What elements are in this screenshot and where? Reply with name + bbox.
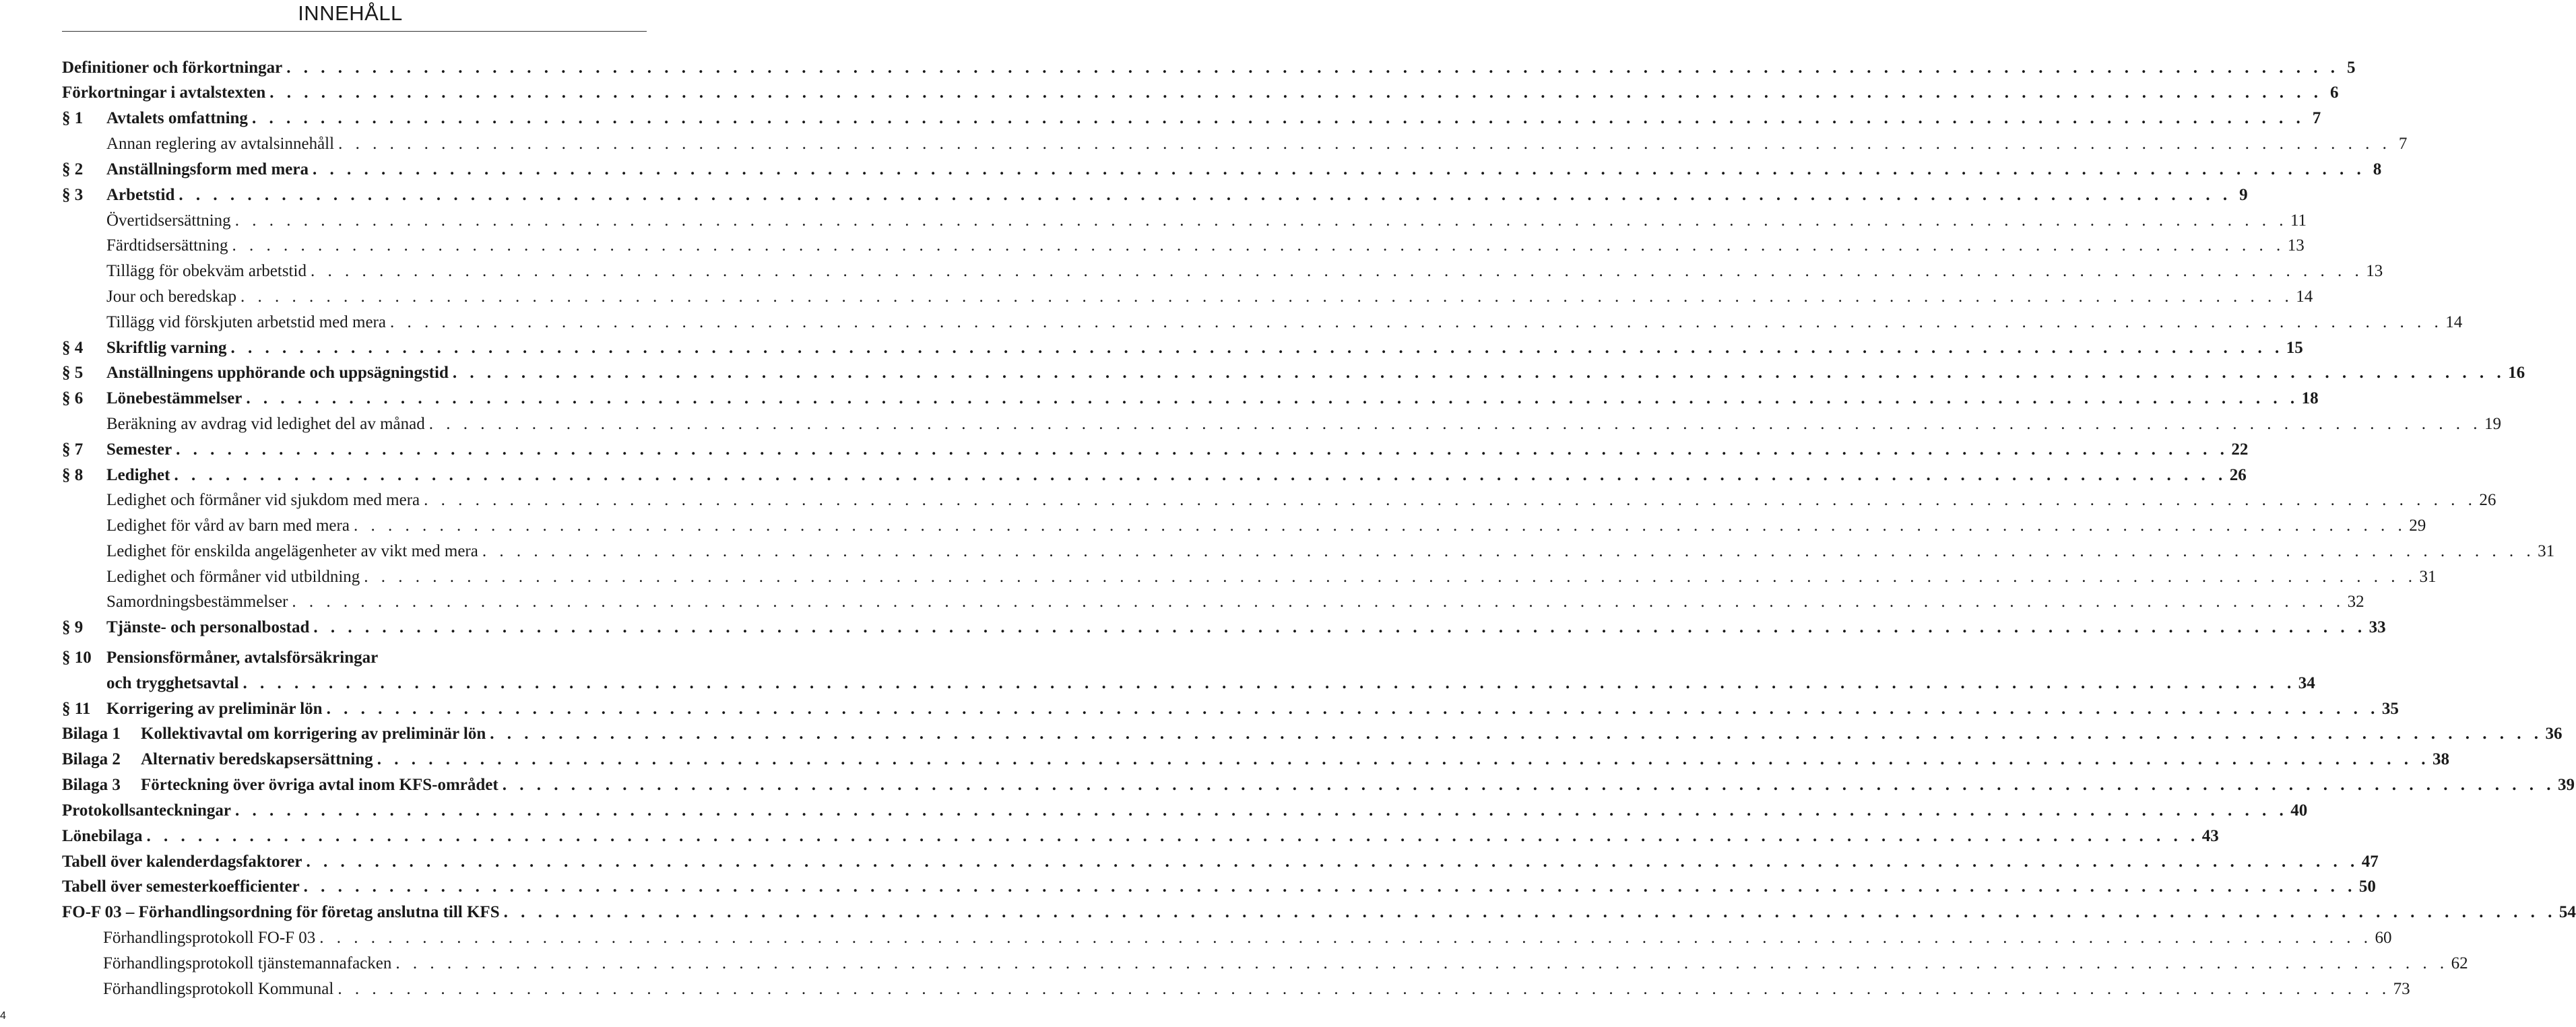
toc-section-number: § 6 [62, 389, 84, 407]
toc-page-number: 38 [2432, 750, 2449, 768]
toc-page-number: 47 [2361, 853, 2379, 871]
toc-entry-title: Lönebestämmelser [106, 389, 243, 407]
toc-entry-title: Lönebilaga [62, 827, 143, 845]
toc-page-number: 31 [2538, 542, 2555, 560]
toc-page-number: 35 [2381, 700, 2399, 718]
toc-page-number: 22 [2231, 440, 2249, 459]
dot-leader: . . . . . . . . . . . . . . . . . . . . . . . . . . . . . . . . . . . . . . . . . . . . . . . . . . . . . . . . . . . . . . . . . . . . . . . . . . . . . . . . . . . . . . . . . . . . . . . . . . . . . . . . . . . . . . . . . . . . . . . . [490, 725, 2543, 743]
toc-entry-title: Definitioner och förkortningar [62, 59, 283, 77]
dot-leader: . . . . . . . . . . . . . . . . . . . . . . . . . . . . . . . . . . . . . . . . . . . . . . . . . . . . . . . . . . . . . . . . . . . . . . . . . . . . . . . . . . . . . . . . . . . . . . . . . . . . . . . . . . . . . . . . . . . . . . . . [146, 827, 2199, 845]
dot-leader: . . . . . . . . . . . . . . . . . . . . . . . . . . . . . . . . . . . . . . . . . . . . . . . . . . . . . . . . . . . . . . . . . . . . . . . . . . . . . . . . . . . . . . . . . . . . . . . . . . . . . . . . . . . . . . . . . . . . . . . . [364, 568, 2417, 586]
toc-entry-title: Samordningsbestämmelser [106, 593, 288, 611]
toc-entry-label [62, 80, 2339, 106]
toc-entry-label [62, 874, 2376, 900]
toc-entry-title: Färdtidsersättning [106, 236, 228, 255]
toc-page-number: 26 [2479, 491, 2497, 509]
toc-entry-label [62, 55, 2356, 81]
toc-page-number: 29 [2409, 517, 2426, 535]
toc-entry-title: Avtalets omfattning [106, 109, 248, 127]
toc-entry[interactable] [62, 208, 2307, 234]
toc-page-number: 33 [2369, 618, 2386, 636]
toc-entry-title: Tillägg vid förskjuten arbetstid med mera [106, 313, 386, 331]
toc-entry-title: Korrigering av preliminär lön [106, 700, 323, 718]
page-number: 4 [0, 1010, 6, 1022]
toc-page-number: 16 [2508, 364, 2525, 382]
dot-leader: . . . . . . . . . . . . . . . . . . . . . . . . . . . . . . . . . . . . . . . . . . . . . . . . . . . . . . . . . . . . . . . . . . . . . . . . . . . . . . . . . . . . . . . . . . . . . . . . . . . . . . . . . . . . . . . . . . . . . . . . [232, 236, 2285, 255]
dot-leader: . . . . . . . . . . . . . . . . . . . . . . . . . . . . . . . . . . . . . . . . . . . . . . . . . . . . . . . . . . . . . . . . . . . . . . . . . . . . . . . . . . . . . . . . . . . . . . . . . . . . . . . . . . . . . . . . . . . . . . . . [174, 466, 2227, 484]
toc-section-number: § 10 [62, 649, 92, 667]
toc-entry[interactable] [62, 437, 2249, 463]
toc-entry[interactable] [62, 360, 2525, 386]
toc-entry-title: Anställningsform med mera [106, 160, 309, 178]
toc-section-number: § 1 [62, 109, 84, 127]
toc-entry-title: Övertidsersättning [106, 211, 231, 230]
toc-page-number: 14 [2296, 288, 2313, 306]
toc-page-number: 32 [2347, 593, 2364, 611]
toc-page-number: 13 [2287, 236, 2305, 255]
toc-entry[interactable] [62, 183, 2248, 208]
toc-entry[interactable] [62, 849, 2379, 875]
toc-section-number: Bilaga 1 [62, 725, 121, 743]
dot-leader: . . . . . . . . . . . . . . . . . . . . . . . . . . . . . . . . . . . . . . . . . . . . . . . . . . . . . . . . . . . . . . . . . . . . . . . . . . . . . . . . . . . . . . . . . . . . . . . . . . . . . . . . . . . . . . . . . . . . . . . . [502, 776, 2555, 794]
toc-page-number: 62 [2451, 954, 2468, 972]
toc-entry[interactable] [62, 951, 2468, 976]
toc-entry-label [106, 259, 2383, 284]
toc-entry-title: Protokollsanteckningar [62, 801, 231, 820]
toc-page-number: 43 [2201, 827, 2219, 845]
toc-entry-title: Ledighet och förmåner vid sjukdom med mera [106, 491, 420, 509]
toc-entry-title: Annan reglering av avtalsinnehåll [106, 135, 335, 153]
toc-entry-title: Förhandlingsprotokoll Kommunal [103, 980, 334, 998]
toc-section-number: § 7 [62, 440, 84, 459]
toc-entry[interactable] [62, 80, 2339, 106]
toc-entry-label [141, 747, 2449, 772]
dot-leader: . . . . . . . . . . . . . . . . . . . . . . . . . . . . . . . . . . . . . . . . . . . . . . . . . . . . . . . . . . . . . . . . . . . . . . . . . . . . . . . . . . . . . . . . . . . . . . . . . . . . . . . . . . . . . . . . . . . . . . . . [240, 288, 2294, 306]
toc-entry-title: Tabell över kalenderdagsfaktorer [62, 853, 302, 871]
toc-entry[interactable] [62, 615, 2386, 640]
dot-leader: . . . . . . . . . . . . . . . . . . . . . . . . . . . . . . . . . . . . . . . . . . . . . . . . . . . . . . . . . . . . . . . . . . . . . . . . . . . . . . . . . . . . . . . . . . . . . . . . . . . . . . . . . . . . . . . . . . . . . . . . [179, 186, 2232, 204]
toc-entry-title: Jour och beredskap [106, 288, 236, 306]
toc-entry-label [103, 976, 2410, 1002]
toc-entry[interactable] [62, 747, 2449, 772]
toc-section-number: Bilaga 3 [62, 776, 121, 794]
dot-leader: . . . . . . . . . . . . . . . . . . . . . . . . . . . . . . . . . . . . . . . . . . . . . . . . . . . . . . . . . . . . . . . . . . . . . . . . . . . . . . . . . . . . . . . . . . . . . . . . . . . . . . . . . . . . . . . . . . . . . . . . [428, 415, 2482, 433]
toc-entry[interactable] [62, 131, 2408, 157]
dot-leader: . . . . . . . . . . . . . . . . . . . . . . . . . . . . . . . . . . . . . . . . . . . . . . . . . . . . . . . . . . . . . . . . . . . . . . . . . . . . . . . . . . . . . . . . . . . . . . . . . . . . . . . . . . . . . . . . . . . . . . . . [251, 109, 2305, 127]
toc-entry[interactable] [62, 564, 2437, 590]
toc-entry[interactable] [62, 900, 2576, 925]
toc-entry-title: Kollektivavtal om korrigering av preliminär lön [141, 725, 486, 743]
toc-entry-label [106, 615, 2386, 640]
toc-entry[interactable] [62, 671, 2315, 696]
toc-entry-title: Skriftlig varning [106, 339, 227, 357]
toc-entry[interactable] [62, 157, 2382, 183]
toc-entry-label [106, 183, 2248, 208]
toc-entry-label [106, 335, 2303, 361]
toc-section-number: § 3 [62, 186, 84, 204]
toc-entry-label [106, 513, 2426, 539]
toc-entry[interactable] [62, 513, 2426, 539]
toc-entry[interactable] [62, 386, 2319, 411]
dot-leader: . . . . . . . . . . . . . . . . . . . . . . . . . . . . . . . . . . . . . . . . . . . . . . . . . . . . . . . . . . . . . . . . . . . . . . . . . . . . . . . . . . . . . . . . . . . . . . . . . . . . . . . . . . . . . . . . . . . . . . . . [312, 160, 2366, 178]
toc-entry-title: FO-F 03 – Förhandlingsordning för företag anslutna till KFS [62, 903, 500, 921]
toc-page-number: 7 [2312, 109, 2321, 127]
toc-entry-title: Alternativ beredskapsersättning [141, 750, 373, 768]
dot-leader: . . . . . . . . . . . . . . . . . . . . . . . . . . . . . . . . . . . . . . . . . . . . . . . . . . . . . . . . . . . . . . . . . . . . . . . . . . . . . . . . . . . . . . . . . . . . . . . . . . . . . . . . . . . . . . . . . . . . . . . . [310, 262, 2364, 280]
dot-leader: . . . . . . . . . . . . . . . . . . . . . . . . . . . . . . . . . . . . . . . . . . . . . . . . . . . . . . . . . . . . . . . . . . . . . . . . . . . . . . . . . . . . . . . . . . . . . . . . . . . . . . . . . . . . . . . . . . . . . . . . [389, 313, 2443, 331]
toc-page-number: 6 [2330, 84, 2339, 102]
toc-entry-label [106, 157, 2382, 183]
toc-section-number: § 8 [62, 466, 84, 484]
dot-leader: . . . . . . . . . . . . . . . . . . . . . . . . . . . . . . . . . . . . . . . . . . . . . . . . . . . . . . . . . . . . . . . . . . . . . . . . . . . . . . . . . . . . . . . . . . . . . . . . . . . . . . . . . . . . . . . . . . . . . . . . [452, 364, 2506, 382]
toc-entry[interactable] [62, 310, 2463, 335]
toc-entry[interactable] [62, 645, 644, 671]
toc-entry-title: Tabell över semesterkoefficienter [62, 877, 300, 896]
toc-section-number: § 5 [62, 364, 84, 382]
toc-entry[interactable] [62, 411, 2502, 437]
toc-page-number: 34 [2298, 674, 2315, 692]
dot-leader: . . . . . . . . . . . . . . . . . . . . . . . . . . . . . . . . . . . . . . . . . . . . . . . . . . . . . . . . . . . . . . . . . . . . . . . . . . . . . . . . . . . . . . . . . . . . . . . . . . . . . . . . . . . . . . . . . . . . . . . . [292, 593, 2345, 611]
toc-entry-title: Förhandlingsprotokoll FO-F 03 [103, 929, 316, 947]
toc-page-number: 36 [2545, 725, 2563, 743]
toc-entry[interactable] [62, 589, 2364, 615]
dot-leader: . . . . . . . . . . . . . . . . . . . . . . . . . . . . . . . . . . . . . . . . . . . . . . . . . . . . . . . . . . . . . . . . . . . . . . . . . . . . . . . . . . . . . . . . . . . . . . . . . . . . . . . . . . . . . . . . . . . . . . . . [313, 618, 2366, 636]
toc-entry-label [106, 233, 2305, 259]
toc-entry-title: Beräkning av avdrag vid ledighet del av månad [106, 415, 425, 433]
dot-leader: . . . . . . . . . . . . . . . . . . . . . . . . . . . . . . . . . . . . . . . . . . . . . . . . . . . . . . . . . . . . . . . . . . . . . . . . . . . . . . . . . . . . . . . . . . . . . . . . . . . . . . . . . . . . . . . . . . . . . . . . [424, 491, 2477, 509]
toc-entry[interactable] [62, 976, 2410, 1002]
toc-entry[interactable] [62, 874, 2376, 900]
toc-entry-label [106, 208, 2307, 234]
toc-entry-title: Tjänste- och personalbostad [106, 618, 310, 636]
toc-entry-title: Förkortningar i avtalstexten [62, 84, 266, 102]
toc-entry-title: Förhandlingsprotokoll tjänstemannafacken [103, 954, 392, 972]
toc-entry-title: Pensionsförmåner, avtalsförsäkringar [106, 649, 379, 667]
toc-entry[interactable] [62, 721, 2563, 747]
toc-page-number: 14 [2445, 313, 2463, 331]
toc-page-number: 73 [2393, 980, 2410, 998]
toc-section-number: § 4 [62, 339, 84, 357]
toc-section-number: Bilaga 2 [62, 750, 121, 768]
dot-leader: . . . . . . . . . . . . . . . . . . . . . . . . . . . . . . . . . . . . . . . . . . . . . . . . . . . . . . . . . . . . . . . . . . . . . . . . . . . . . . . . . . . . . . . . . . . . . . . . . . . . . . . . . . . . . . . . . . . . . . . . [246, 389, 2299, 407]
toc-page-number: 31 [2419, 568, 2437, 586]
toc-entry-label [106, 310, 2463, 335]
dot-leader: . . . . . . . . . . . . . . . . . . . . . . . . . . . . . . . . . . . . . . . . . . . . . . . . . . . . . . . . . . . . . . . . . . . . . . . . . . . . . . . . . . . . . . . . . . . . . . . . . . . . . . . . . . . . . . . . . . . . . . . . [234, 801, 2288, 820]
dot-leader: . . . . . . . . . . . . . . . . . . . . . . . . . . . . . . . . . . . . . . . . . . . . . . . . . . . . . . . . . . . . . . . . . . . . . . . . . . . . . . . . . . . . . . . . . . . . . . . . . . . . . . . . . . . . . . . . . . . . . . . . [377, 750, 2430, 768]
toc-page-number: 54 [2558, 903, 2576, 921]
toc-entry-title: Arbetstid [106, 186, 175, 204]
dot-leader: . . . . . . . . . . . . . . . . . . . . . . . . . . . . . . . . . . . . . . . . . . . . . . . . . . . . . . . . . . . . . . . . . . . . . . . . . . . . . . . . . . . . . . . . . . . . . . . . . . . . . . . . . . . . . . . . . . . . . . . . [230, 339, 2284, 357]
toc-entry-label [106, 386, 2319, 411]
toc-page-number: 13 [2366, 262, 2383, 280]
toc-entry[interactable] [62, 772, 2575, 798]
toc-entry-label [106, 463, 2247, 488]
dot-leader: . . . . . . . . . . . . . . . . . . . . . . . . . . . . . . . . . . . . . . . . . . . . . . . . . . . . . . . . . . . . . . . . . . . . . . . . . . . . . . . . . . . . . . . . . . . . . . . . . . . . . . . . . . . . . . . . . . . . . . . . [234, 211, 2288, 230]
toc-entry-label [106, 539, 2555, 564]
dot-leader: . . . . . . . . . . . . . . . . . . . . . . . . . . . . . . . . . . . . . . . . . . . . . . . . . . . . . . . . . . . . . . . . . . . . . . . . . . . . . . . . . . . . . . . . . . . . . . . . . . . . . . . . . . . . . . . . . . . . . . . . [306, 853, 2359, 871]
toc-page-number: 18 [2301, 389, 2319, 407]
toc-page-number: 19 [2484, 415, 2502, 433]
toc-entry-label [141, 721, 2563, 747]
toc-entry[interactable] [62, 824, 2219, 849]
toc-section-number: § 2 [62, 160, 84, 178]
dot-leader: . . . . . . . . . . . . . . . . . . . . . . . . . . . . . . . . . . . . . . . . . . . . . . . . . . . . . . . . . . . . . . . . . . . . . . . . . . . . . . . . . . . . . . . . . . . . . . . . . . . . . . . . . . . . . . . . . . . . . . . . [269, 84, 2323, 102]
toc-entry[interactable] [62, 696, 2399, 722]
toc-entry[interactable] [62, 55, 2356, 81]
toc-entry-label [106, 564, 2437, 590]
toc-entry-label [62, 849, 2379, 875]
dot-leader: . . . . . . . . . . . . . . . . . . . . . . . . . . . . . . . . . . . . . . . . . . . . . . . . . . . . . . . . . . . . . . . . . . . . . . . . . . . . . . . . . . . . . . . . . . . . . . . . . . . . . . . . . . . . . . . . . . . . . . . . [243, 674, 2296, 692]
toc-entry-label [106, 284, 2313, 310]
toc-section-number: § 11 [62, 700, 91, 718]
toc-entry-label [62, 824, 2219, 849]
toc-entry-title: Tillägg för obekväm arbetstid [106, 262, 307, 280]
toc-entry-label [62, 900, 2576, 925]
toc-entry-title: Semester [106, 440, 172, 459]
toc-entry-label [103, 951, 2468, 976]
dot-leader: . . . . . . . . . . . . . . . . . . . . . . . . . . . . . . . . . . . . . . . . . . . . . . . . . . . . . . . . . . . . . . . . . . . . . . . . . . . . . . . . . . . . . . . . . . . . . . . . . . . . . . . . . . . . . . . . . . . . . . . . [286, 59, 2340, 77]
toc-page-number: 50 [2358, 877, 2376, 896]
toc-entry-title: Anställningens upphörande och uppsägningstid [106, 364, 449, 382]
dot-leader: . . . . . . . . . . . . . . . . . . . . . . . . . . . . . . . . . . . . . . . . . . . . . . . . . . . . . . . . . . . . . . . . . . . . . . . . . . . . . . . . . . . . . . . . . . . . . . . . . . . . . . . . . . . . . . . . . . . . . . . . [338, 135, 2391, 153]
dot-leader: . . . . . . . . . . . . . . . . . . . . . . . . . . . . . . . . . . . . . . . . . . . . . . . . . . . . . . . . . . . . . . . . . . . . . . . . . . . . . . . . . . . . . . . . . . . . . . . . . . . . . . . . . . . . . . . . . . . . . . . . [176, 440, 2229, 459]
toc-entry-title: och trygghetsavtal [106, 674, 239, 692]
toc-entry-label [106, 696, 2399, 722]
toc-page-number: 26 [2229, 466, 2247, 484]
toc-entry[interactable] [62, 259, 2383, 284]
toc-page-number: 9 [2239, 186, 2248, 204]
toc-page-number: 7 [2398, 135, 2408, 153]
toc-entry-label [106, 645, 644, 671]
dot-leader: . . . . . . . . . . . . . . . . . . . . . . . . . . . . . . . . . . . . . . . . . . . . . . . . . . . . . . . . . . . . . . . . . . . . . . . . . . . . . . . . . . . . . . . . . . . . . . . . . . . . . . . . . . . . . . . . . . . . . . . . [353, 517, 2407, 535]
toc-entry-title: Ledighet för enskilda angelägenheter av vikt med mera [106, 542, 478, 560]
toc-entry[interactable] [62, 284, 2313, 310]
toc-entry-label [103, 925, 2392, 951]
toc-entry-label [141, 772, 2575, 798]
page-title: INNEHÅLL [298, 1, 403, 25]
toc-page-number: 60 [2375, 929, 2392, 947]
toc-entry-title: Förteckning över övriga avtal inom KFS-området [141, 776, 498, 794]
title-rule [62, 31, 647, 32]
toc-entry-label [106, 589, 2364, 615]
dot-leader: . . . . . . . . . . . . . . . . . . . . . . . . . . . . . . . . . . . . . . . . . . . . . . . . . . . . . . . . . . . . . . . . . . . . . . . . . . . . . . . . . . . . . . . . . . . . . . . . . . . . . . . . . . . . . . . . . . . . . . . . [503, 903, 2556, 921]
toc-entry-label [106, 488, 2497, 513]
dot-leader: . . . . . . . . . . . . . . . . . . . . . . . . . . . . . . . . . . . . . . . . . . . . . . . . . . . . . . . . . . . . . . . . . . . . . . . . . . . . . . . . . . . . . . . . . . . . . . . . . . . . . . . . . . . . . . . . . . . . . . . . [482, 542, 2536, 560]
toc-entry[interactable] [62, 925, 2392, 951]
toc-entry-label [106, 411, 2502, 437]
toc-entry[interactable] [62, 488, 2497, 513]
toc-entry[interactable] [62, 539, 2555, 564]
toc-entry[interactable] [62, 106, 2321, 131]
dot-leader: . . . . . . . . . . . . . . . . . . . . . . . . . . . . . . . . . . . . . . . . . . . . . . . . . . . . . . . . . . . . . . . . . . . . . . . . . . . . . . . . . . . . . . . . . . . . . . . . . . . . . . . . . . . . . . . . . . . . . . . . [337, 980, 2391, 998]
dot-leader: . . . . . . . . . . . . . . . . . . . . . . . . . . . . . . . . . . . . . . . . . . . . . . . . . . . . . . . . . . . . . . . . . . . . . . . . . . . . . . . . . . . . . . . . . . . . . . . . . . . . . . . . . . . . . . . . . . . . . . . . [319, 929, 2373, 947]
toc-entry[interactable] [62, 233, 2305, 259]
toc-entry-label [106, 106, 2321, 131]
toc-page-number: 5 [2347, 59, 2356, 77]
toc-entry-label [62, 798, 2308, 824]
toc-page-number: 8 [2373, 160, 2382, 178]
toc-entry-label [106, 131, 2408, 157]
dot-leader: . . . . . . . . . . . . . . . . . . . . . . . . . . . . . . . . . . . . . . . . . . . . . . . . . . . . . . . . . . . . . . . . . . . . . . . . . . . . . . . . . . . . . . . . . . . . . . . . . . . . . . . . . . . . . . . . . . . . . . . . [326, 700, 2379, 718]
dot-leader: . . . . . . . . . . . . . . . . . . . . . . . . . . . . . . . . . . . . . . . . . . . . . . . . . . . . . . . . . . . . . . . . . . . . . . . . . . . . . . . . . . . . . . . . . . . . . . . . . . . . . . . . . . . . . . . . . . . . . . . . [303, 877, 2356, 896]
toc-entry[interactable] [62, 335, 2303, 361]
toc-entry-title: Ledighet och förmåner vid utbildning [106, 568, 360, 586]
toc-entry[interactable] [62, 798, 2308, 824]
toc-page-number: 11 [2290, 211, 2307, 230]
toc-page-number: 40 [2290, 801, 2308, 820]
toc-entry-label [106, 437, 2249, 463]
toc-page-number: 39 [2557, 776, 2575, 794]
toc-entry-label [106, 671, 2315, 696]
toc-section-number: § 9 [62, 618, 84, 636]
dot-leader: . . . . . . . . . . . . . . . . . . . . . . . . . . . . . . . . . . . . . . . . . . . . . . . . . . . . . . . . . . . . . . . . . . . . . . . . . . . . . . . . . . . . . . . . . . . . . . . . . . . . . . . . . . . . . . . . . . . . . . . . [395, 954, 2449, 972]
toc-entry-label [106, 360, 2525, 386]
toc-entry[interactable] [62, 463, 2247, 488]
toc-entry-title: Ledighet [106, 466, 170, 484]
toc-entry-title: Ledighet för vård av barn med mera [106, 517, 350, 535]
toc-page-number: 15 [2286, 339, 2303, 357]
